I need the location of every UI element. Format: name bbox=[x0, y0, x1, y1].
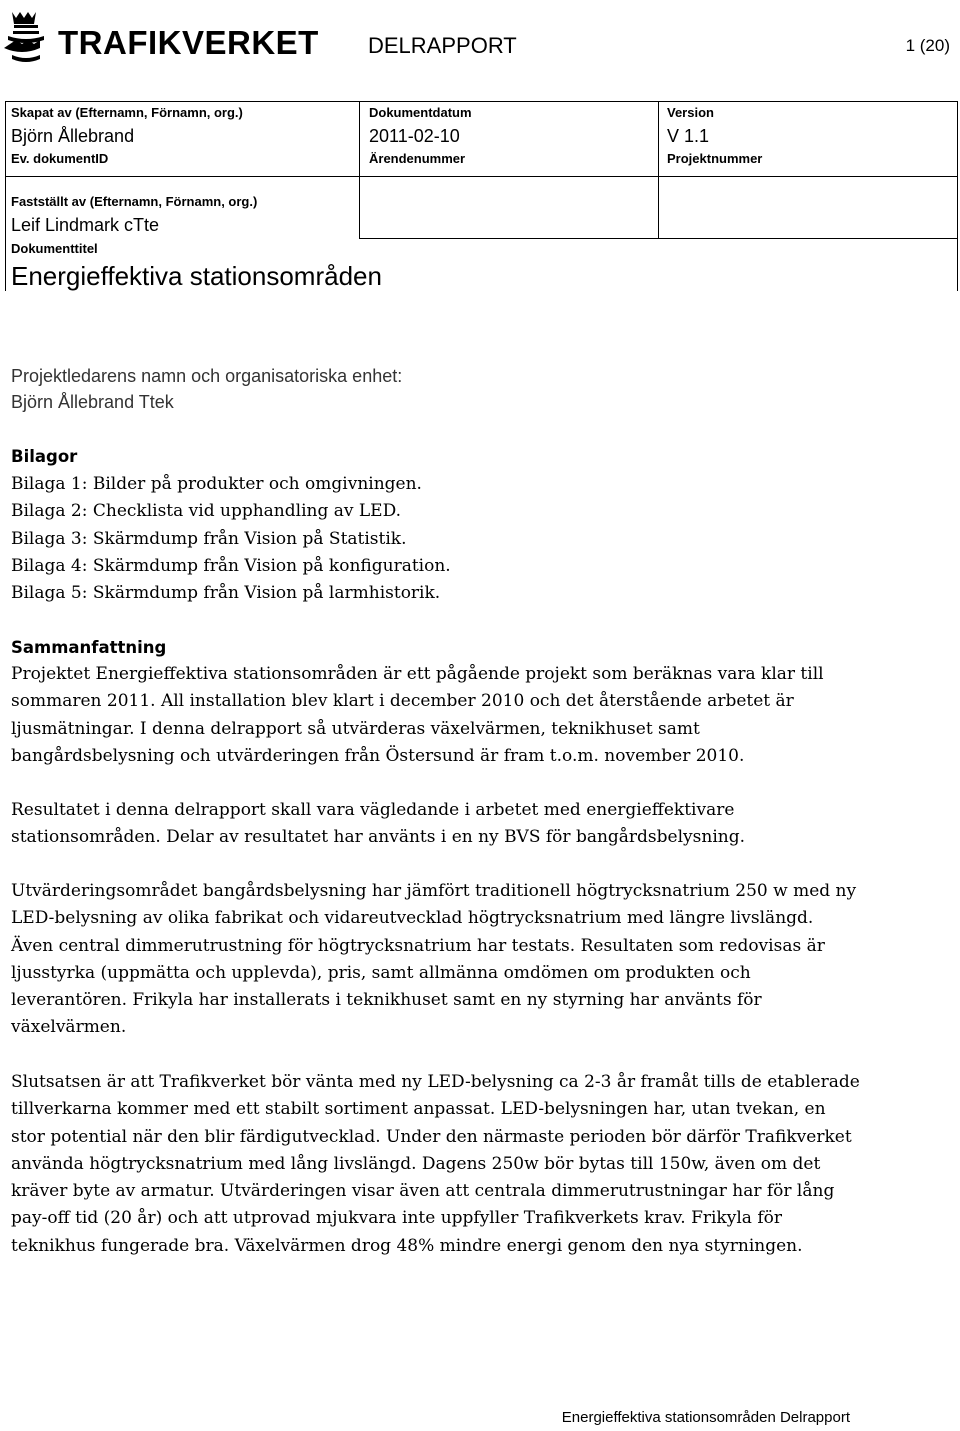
doc-title-value: Energieffektiva stationsområden bbox=[11, 261, 382, 291]
text-line: växelvärmen. bbox=[11, 1017, 127, 1038]
text-line: ljusmätningar. I denna delrapport så utvärderas växelvärmen, teknikhuset samt bbox=[11, 718, 700, 739]
text-line: LED-belysning av olika fabrikat och vidareutvecklad högtrycksnatrium med längre livslängd. bbox=[11, 908, 814, 929]
created-by-label: Skapat av (Efternamn, Förnamn, org.) bbox=[11, 105, 243, 120]
text-line: sommaren 2011. All installation blev klart i december 2010 och det återstående arbetet är bbox=[11, 691, 794, 712]
summary-heading: Sammanfattning bbox=[11, 638, 167, 657]
table-row-divider bbox=[5, 176, 958, 177]
attachment-item: Bilaga 1: Bilder på produkter och omgivningen. bbox=[11, 474, 422, 494]
created-by-value: Björn Ållebrand bbox=[11, 126, 135, 146]
summary-paragraph-1 bbox=[11, 661, 956, 770]
version-label: Version bbox=[667, 105, 714, 120]
table-border-top bbox=[5, 101, 958, 102]
metadata-table bbox=[5, 101, 958, 291]
text-line: teknikhus fungerade bra. Växelvärmen drog 48% mindre energi genom den nya styrningen. bbox=[11, 1235, 803, 1256]
doc-date-label: Dokumentdatum bbox=[369, 105, 472, 120]
text-line: tillverkarna kommer med ett stabilt sortiment anpassat. LED-belysningen har, utan tvekan, en bbox=[11, 1099, 826, 1120]
attachments-list bbox=[11, 471, 956, 607]
project-leader-value: Björn Ållebrand Ttek bbox=[11, 392, 174, 412]
project-number-label: Projektnummer bbox=[667, 151, 763, 166]
case-number-label: Ärendenummer bbox=[369, 151, 466, 166]
project-leader-heading: Projektledarens namn och organisatoriska enhet: bbox=[11, 366, 403, 386]
summary-paragraph-3 bbox=[11, 878, 956, 1042]
text-line: stationsområden. Delar av resultatet har använts i en ny BVS för bangårdsbelysning. bbox=[11, 827, 745, 848]
attachment-item: Bilaga 4: Skärmdump från Vision på konfiguration. bbox=[11, 555, 451, 576]
trafikverket-logo bbox=[4, 6, 319, 62]
attachment-item: Bilaga 2: Checklista vid upphandling av LED. bbox=[11, 501, 402, 522]
text-line: leverantören. Frikyla har installerats i teknikhuset samt en ny styrning har använts för bbox=[11, 990, 762, 1011]
text-line: pay-off tid (20 år) och att utprovad mjukvara inte uppfyller Trafikverkets krav. Frikyla för bbox=[11, 1208, 782, 1229]
logo-wordmark: TRAFIKVERKET bbox=[58, 24, 319, 61]
text-line: kräver byte av armatur. Utvärderingen visar även att centrala dimmerutrustningar har för lång bbox=[11, 1181, 835, 1202]
version-value: V 1.1 bbox=[667, 126, 710, 146]
page-number: 1 (20) bbox=[905, 36, 950, 55]
summary-paragraph-4 bbox=[11, 1069, 956, 1260]
table-divider-2 bbox=[658, 101, 659, 238]
text-line: bangårdsbelysning och utvärderingen från Östersund är fram t.o.m. november 2010. bbox=[11, 745, 745, 766]
text-line: Utvärderingsområdet bangårdsbelysning har jämfört traditionell högtrycksnatrium 250 w med ny bbox=[11, 881, 857, 901]
doc-id-label: Ev. dokumentID bbox=[11, 151, 109, 166]
approved-by-value: Leif Lindmark cTte bbox=[11, 215, 160, 235]
document-type: DELRAPPORT bbox=[368, 33, 517, 58]
text-line: Slutsatsen är att Trafikverket bör vänta med ny LED-belysning ca 2-3 år framåt tills de etablerade bbox=[11, 1072, 860, 1092]
attachment-item: Bilaga 3: Skärmdump från Vision på Statistik. bbox=[11, 528, 407, 549]
attachment-item: Bilaga 5: Skärmdump från Vision på larmhistorik. bbox=[11, 583, 441, 604]
table-divider-1 bbox=[359, 101, 360, 238]
attachments-heading: Bilagor bbox=[11, 447, 78, 466]
doc-title-label: Dokumenttitel bbox=[11, 241, 98, 256]
text-line: ljusstyrka (uppmätta och upplevda), pris, samt allmänna omdömen om produkten och bbox=[11, 962, 751, 983]
doc-date-value: 2011-02-10 bbox=[369, 126, 460, 146]
text-line: stor potential när den blir färdigutvecklad. Under den närmaste perioden bör därför Trafikverket bbox=[11, 1126, 852, 1147]
text-line: Projektet Energieffektiva stationsområden är ett pågående projekt som beräknas vara klar till bbox=[11, 664, 824, 684]
footer-text: Energieffektiva stationsområden Delrapport bbox=[561, 1409, 850, 1426]
text-line: använda högtrycksnatrium med lång livslängd. Dagens 250w bör bytas till 150w, även om det bbox=[11, 1153, 821, 1174]
text-line: Resultatet i denna delrapport skall vara vägledande i arbetet med energieffektivare bbox=[11, 800, 735, 820]
table-row-divider-right bbox=[359, 238, 958, 239]
summary-paragraph-2 bbox=[11, 797, 956, 852]
table-border-right bbox=[957, 101, 958, 291]
table-border-left bbox=[5, 101, 6, 291]
text-line: Även central dimmerutrustning för högtrycksnatrium har testats. Resultaten som redovisas är bbox=[11, 935, 825, 956]
approved-by-label: Fastställt av (Efternamn, Förnamn, org.) bbox=[11, 194, 258, 209]
